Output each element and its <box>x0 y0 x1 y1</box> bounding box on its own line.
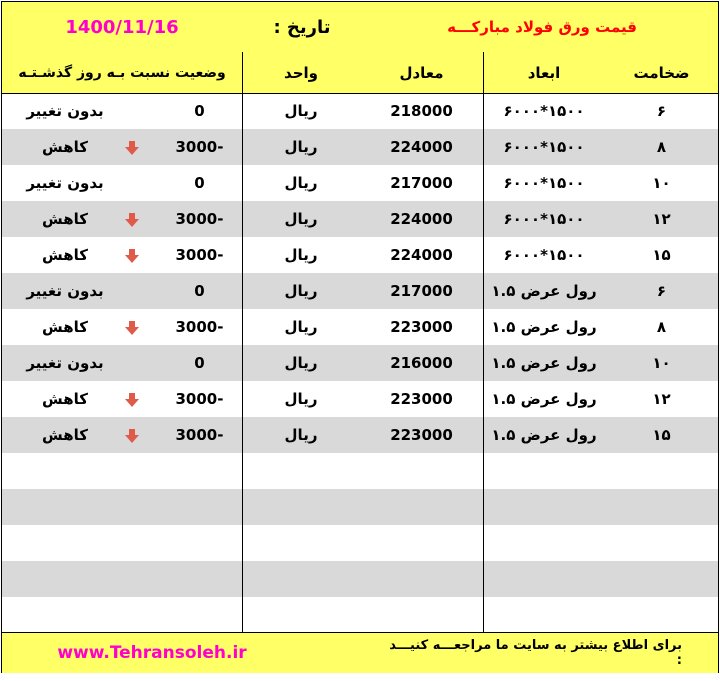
table-row <box>2 129 718 165</box>
dims-cell: رول عرض ۱.۵ <box>491 390 597 408</box>
down-arrow-icon <box>124 392 140 412</box>
change-value: 3000- <box>175 210 224 228</box>
table-row <box>2 165 718 201</box>
table-row <box>2 345 718 381</box>
down-arrow-icon <box>124 212 140 232</box>
thickness-cell: ۱۲ <box>652 390 671 408</box>
unit-cell: ریال <box>284 102 318 120</box>
price-cell: 217000 <box>390 174 453 192</box>
down-arrow-icon <box>124 428 140 448</box>
status-text: بدون تغییر <box>26 174 104 192</box>
table-row <box>2 201 718 237</box>
column-divider <box>242 52 243 632</box>
empty-row <box>2 561 718 597</box>
column-divider <box>483 52 484 632</box>
page-title: قیمت ورق فولاد مبارکـــه <box>447 18 637 36</box>
price-cell: 223000 <box>390 390 453 408</box>
price-cell: 224000 <box>390 138 453 156</box>
empty-row <box>2 489 718 525</box>
change-value: 3000- <box>175 246 224 264</box>
unit-cell: ریال <box>284 174 318 192</box>
table-row <box>2 417 718 453</box>
change-value: 0 <box>194 102 205 120</box>
dims-cell: رول عرض ۱.۵ <box>491 354 597 372</box>
thickness-cell: ۸ <box>656 318 667 336</box>
empty-row <box>2 597 718 633</box>
unit-cell: ریال <box>284 210 318 228</box>
dims-cell: ۱۵۰۰*۶۰۰۰ <box>503 246 585 264</box>
change-value: 0 <box>194 174 205 192</box>
thickness-cell: ۱۵ <box>652 426 671 444</box>
dims-cell: ۱۵۰۰*۶۰۰۰ <box>503 138 585 156</box>
table-row <box>2 273 718 309</box>
column-header-dims: ابعاد <box>527 63 561 82</box>
change-value: 3000- <box>175 318 224 336</box>
price-cell: 216000 <box>390 354 453 372</box>
thickness-cell: ۱۰ <box>652 174 671 192</box>
unit-cell: ریال <box>284 390 318 408</box>
down-arrow-icon <box>124 248 140 268</box>
status-text: بدون تغییر <box>26 282 104 300</box>
unit-cell: ریال <box>284 426 318 444</box>
price-sheet <box>1 1 719 673</box>
price-cell: 217000 <box>390 282 453 300</box>
table-row <box>2 309 718 345</box>
dims-cell: ۱۵۰۰*۶۰۰۰ <box>503 174 585 192</box>
empty-row <box>2 525 718 561</box>
thickness-cell: ۱۰ <box>652 354 671 372</box>
table-row <box>2 237 718 273</box>
thickness-cell: ۸ <box>656 138 667 156</box>
unit-cell: ریال <box>284 246 318 264</box>
unit-cell: ریال <box>284 282 318 300</box>
column-header-row <box>2 52 718 94</box>
dims-cell: ۱۵۰۰*۶۰۰۰ <box>503 210 585 228</box>
thickness-cell: ۱۲ <box>652 210 671 228</box>
price-cell: 218000 <box>390 102 453 120</box>
change-value: 0 <box>194 354 205 372</box>
website-link[interactable]: www.Tehransoleh.ir <box>57 643 247 663</box>
status-text: بدون تغییر <box>26 354 104 372</box>
status-text: کاهش <box>42 138 88 156</box>
unit-cell: ریال <box>284 318 318 336</box>
price-cell: 223000 <box>390 426 453 444</box>
column-header-status: وضعیت نسبت بـه روز گذشـتـه <box>18 64 226 81</box>
status-text: کاهش <box>42 390 88 408</box>
column-header-thickness: ضخامت <box>633 63 690 82</box>
status-text: کاهش <box>42 318 88 336</box>
footer-info-text: برای اطلاع بیشتر به سایت ما مراجعـــه کنیـــد : <box>389 638 682 668</box>
empty-row <box>2 453 718 489</box>
footer-row <box>2 632 718 673</box>
table-row <box>2 381 718 417</box>
dims-cell: ۱۵۰۰*۶۰۰۰ <box>503 102 585 120</box>
column-header-unit: واحد <box>284 63 318 82</box>
thickness-cell: ۱۵ <box>652 246 671 264</box>
change-value: 3000- <box>175 390 224 408</box>
dims-cell: رول عرض ۱.۵ <box>491 426 597 444</box>
title-row <box>2 2 718 53</box>
dims-cell: رول عرض ۱.۵ <box>491 282 597 300</box>
price-cell: 223000 <box>390 318 453 336</box>
change-value: 0 <box>194 282 205 300</box>
change-value: 3000- <box>175 426 224 444</box>
down-arrow-icon <box>124 140 140 160</box>
down-arrow-icon <box>124 320 140 340</box>
status-text: کاهش <box>42 246 88 264</box>
date-label: تاریخ : <box>273 16 331 38</box>
status-text: کاهش <box>42 426 88 444</box>
status-text: کاهش <box>42 210 88 228</box>
table-row <box>2 93 718 129</box>
unit-cell: ریال <box>284 354 318 372</box>
status-text: بدون تغییر <box>26 102 104 120</box>
date-value: 1400/11/16 <box>65 16 179 38</box>
thickness-cell: ۶ <box>656 102 667 120</box>
change-value: 3000- <box>175 138 224 156</box>
price-cell: 224000 <box>390 210 453 228</box>
column-header-price: معادل <box>399 63 444 82</box>
dims-cell: رول عرض ۱.۵ <box>491 318 597 336</box>
unit-cell: ریال <box>284 138 318 156</box>
price-cell: 224000 <box>390 246 453 264</box>
thickness-cell: ۶ <box>656 282 667 300</box>
